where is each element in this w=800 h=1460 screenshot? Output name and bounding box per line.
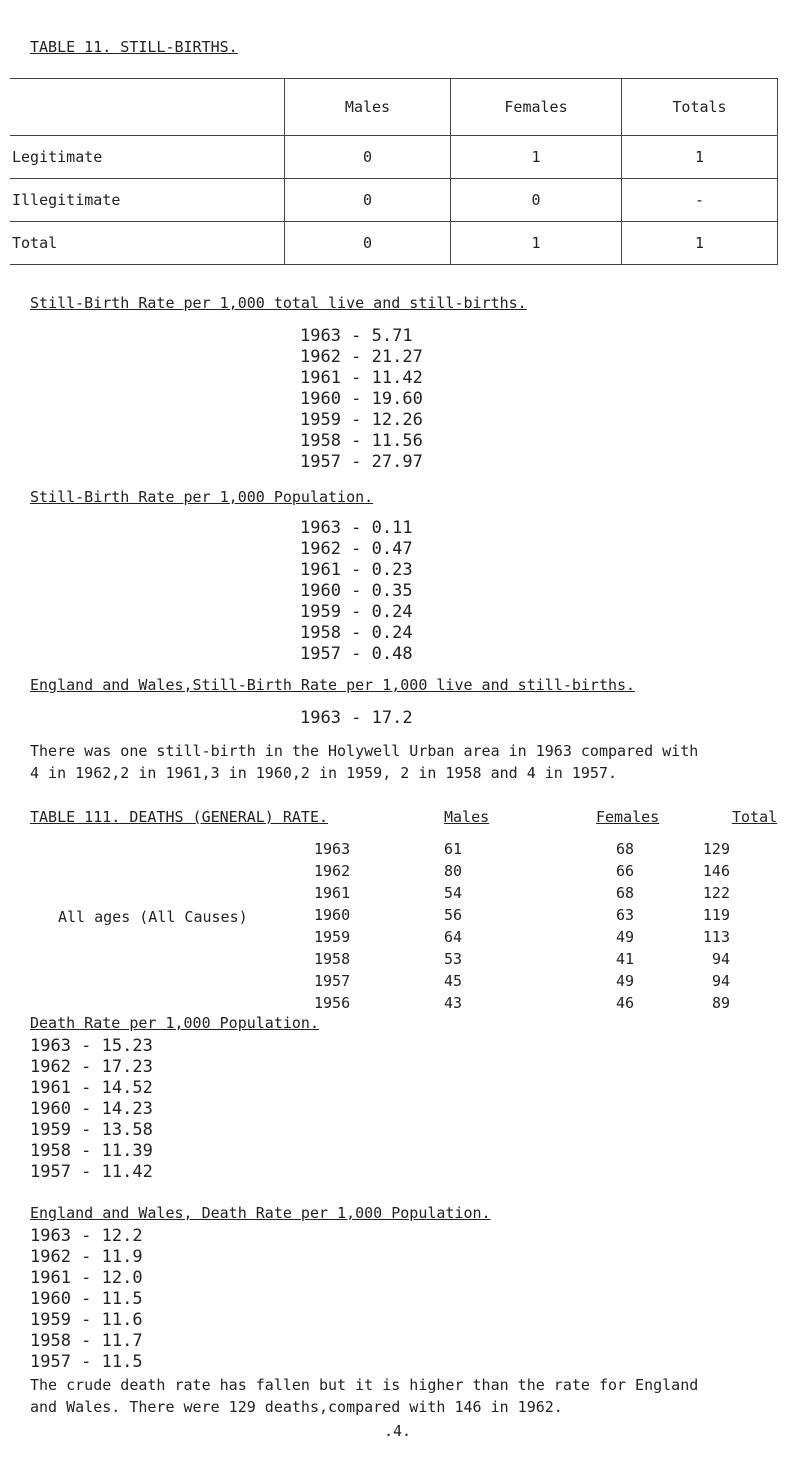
- year: 1963: [314, 840, 351, 858]
- england-wales-still-heading: England and Wales,Still-Birth Rate per 1,000 live and still-births.: [30, 676, 636, 694]
- cell-totals: 1: [622, 136, 778, 179]
- cell-totals: -: [622, 179, 778, 222]
- total: 94: [711, 950, 730, 968]
- table-row: [0, 884, 800, 906]
- table-row: [0, 862, 800, 884]
- males: 64: [444, 928, 463, 946]
- death-rate-list: [30, 1036, 153, 1183]
- col-totals: Totals: [622, 79, 778, 136]
- list-item: 1962 - 21.27: [300, 347, 423, 367]
- note-paragraph-line: There was one still-birth in the Holywell Urban area in 1963 compared with: [30, 742, 699, 760]
- still-birth-population-list: [300, 518, 413, 665]
- row-label: Total: [10, 222, 285, 265]
- cell-males: 0: [285, 222, 451, 265]
- table111-title: TABLE 111. DEATHS (GENERAL) RATE.: [30, 808, 329, 826]
- list-item: 1961 - 0.23: [300, 560, 413, 580]
- list-item: 1960 - 19.60: [300, 389, 423, 409]
- note-paragraph-line: 4 in 1962,2 in 1961,3 in 1960,2 in 1959, 2 in 1958 and 4 in 1957.: [30, 764, 617, 782]
- males: 45: [444, 972, 463, 990]
- still-birth-total-heading: Still-Birth Rate per 1,000 total live and still-births.: [30, 294, 527, 312]
- table11-title: TABLE 11. STILL-BIRTHS.: [30, 38, 238, 56]
- note-paragraph-line: and Wales. There were 129 deaths,compared with 146 in 1962.: [30, 1398, 563, 1416]
- table-row: [10, 179, 778, 222]
- year: 1957: [314, 972, 351, 990]
- list-item: 1963 - 12.2: [30, 1226, 143, 1246]
- table-row: [10, 136, 778, 179]
- list-item: 1963 - 15.23: [30, 1036, 153, 1056]
- males: 43: [444, 994, 463, 1012]
- note-paragraph-line: The crude death rate has fallen but it is higher than the rate for England: [30, 1376, 699, 1394]
- total: 94: [711, 972, 730, 990]
- list-item: 1960 - 14.23: [30, 1099, 153, 1119]
- year: 1960: [314, 906, 351, 924]
- cell-totals: 1: [622, 222, 778, 265]
- total: 89: [711, 994, 730, 1012]
- cell-females: 0: [451, 179, 622, 222]
- england-wales-death-heading: England and Wales, Death Rate per 1,000 Population.: [30, 1204, 491, 1222]
- england-wales-still-rate: 1963 - 17.2: [300, 708, 413, 728]
- col-females: Females: [451, 79, 622, 136]
- col-males: Males: [285, 79, 451, 136]
- list-item: 1958 - 0.24: [300, 623, 413, 643]
- list-item: 1961 - 12.0: [30, 1268, 143, 1288]
- list-item: 1959 - 12.26: [300, 410, 423, 430]
- list-item: 1957 - 11.42: [30, 1162, 153, 1182]
- year: 1962: [314, 862, 351, 880]
- females: 49: [616, 928, 635, 946]
- list-item: 1960 - 11.5: [30, 1289, 143, 1309]
- year: 1961: [314, 884, 351, 902]
- list-item: 1963 - 5.71: [300, 326, 413, 346]
- table-row: [0, 950, 800, 972]
- total: 129: [702, 840, 730, 858]
- list-item: 1961 - 11.42: [300, 368, 423, 388]
- list-item: 1958 - 11.39: [30, 1141, 153, 1161]
- females: 46: [616, 994, 635, 1012]
- females: 68: [616, 884, 635, 902]
- table-row: [0, 840, 800, 862]
- list-item: 1959 - 0.24: [300, 602, 413, 622]
- list-item: 1962 - 11.9: [30, 1247, 143, 1267]
- still-birth-population-heading: Still-Birth Rate per 1,000 Population.: [30, 488, 374, 506]
- year: 1956: [314, 994, 351, 1012]
- total: 146: [702, 862, 730, 880]
- still-birth-total-list: [300, 326, 423, 473]
- males: 61: [444, 840, 463, 858]
- males: 80: [444, 862, 463, 880]
- list-item: 1957 - 27.97: [300, 452, 423, 472]
- list-item: 1961 - 14.52: [30, 1078, 153, 1098]
- total: 119: [702, 906, 730, 924]
- year: 1959: [314, 928, 351, 946]
- col-males: Males: [444, 808, 490, 826]
- females: 68: [616, 840, 635, 858]
- cell-males: 0: [285, 179, 451, 222]
- list-item: 1960 - 0.35: [300, 581, 413, 601]
- list-item: 1957 - 0.48: [300, 644, 413, 664]
- list-item: 1962 - 17.23: [30, 1057, 153, 1077]
- table-row: [0, 906, 800, 928]
- females: 66: [616, 862, 635, 880]
- list-item: 1959 - 11.6: [30, 1310, 143, 1330]
- still-births-table: [10, 78, 778, 265]
- males: 56: [444, 906, 463, 924]
- cell-females: 1: [451, 136, 622, 179]
- death-rate-heading: Death Rate per 1,000 Population.: [30, 1014, 319, 1032]
- col-females: Females: [596, 808, 660, 826]
- table-row: [0, 928, 800, 950]
- england-wales-death-list: [30, 1226, 143, 1373]
- females: 41: [616, 950, 635, 968]
- cell-females: 1: [451, 222, 622, 265]
- list-item: 1963 - 0.11: [300, 518, 413, 538]
- page-number: .4.: [384, 1422, 412, 1440]
- row-label: Illegitimate: [10, 179, 285, 222]
- list-item: 1957 - 11.5: [30, 1352, 143, 1372]
- table-row: [0, 994, 800, 1016]
- list-item: 1958 - 11.7: [30, 1331, 143, 1351]
- list-item: 1958 - 11.56: [300, 431, 423, 451]
- table-row: [10, 222, 778, 265]
- table-row: [0, 972, 800, 994]
- total: 122: [702, 884, 730, 902]
- males: 53: [444, 950, 463, 968]
- females: 49: [616, 972, 635, 990]
- females: 63: [616, 906, 635, 924]
- list-item: 1962 - 0.47: [300, 539, 413, 559]
- total: 113: [702, 928, 730, 946]
- row-label-all-ages: All ages (All Causes): [58, 908, 248, 926]
- table-header-row: [10, 79, 778, 136]
- males: 54: [444, 884, 463, 902]
- row-label: Legitimate: [10, 136, 285, 179]
- cell-males: 0: [285, 136, 451, 179]
- year: 1958: [314, 950, 351, 968]
- col-total: Total: [732, 808, 778, 826]
- list-item: 1959 - 13.58: [30, 1120, 153, 1140]
